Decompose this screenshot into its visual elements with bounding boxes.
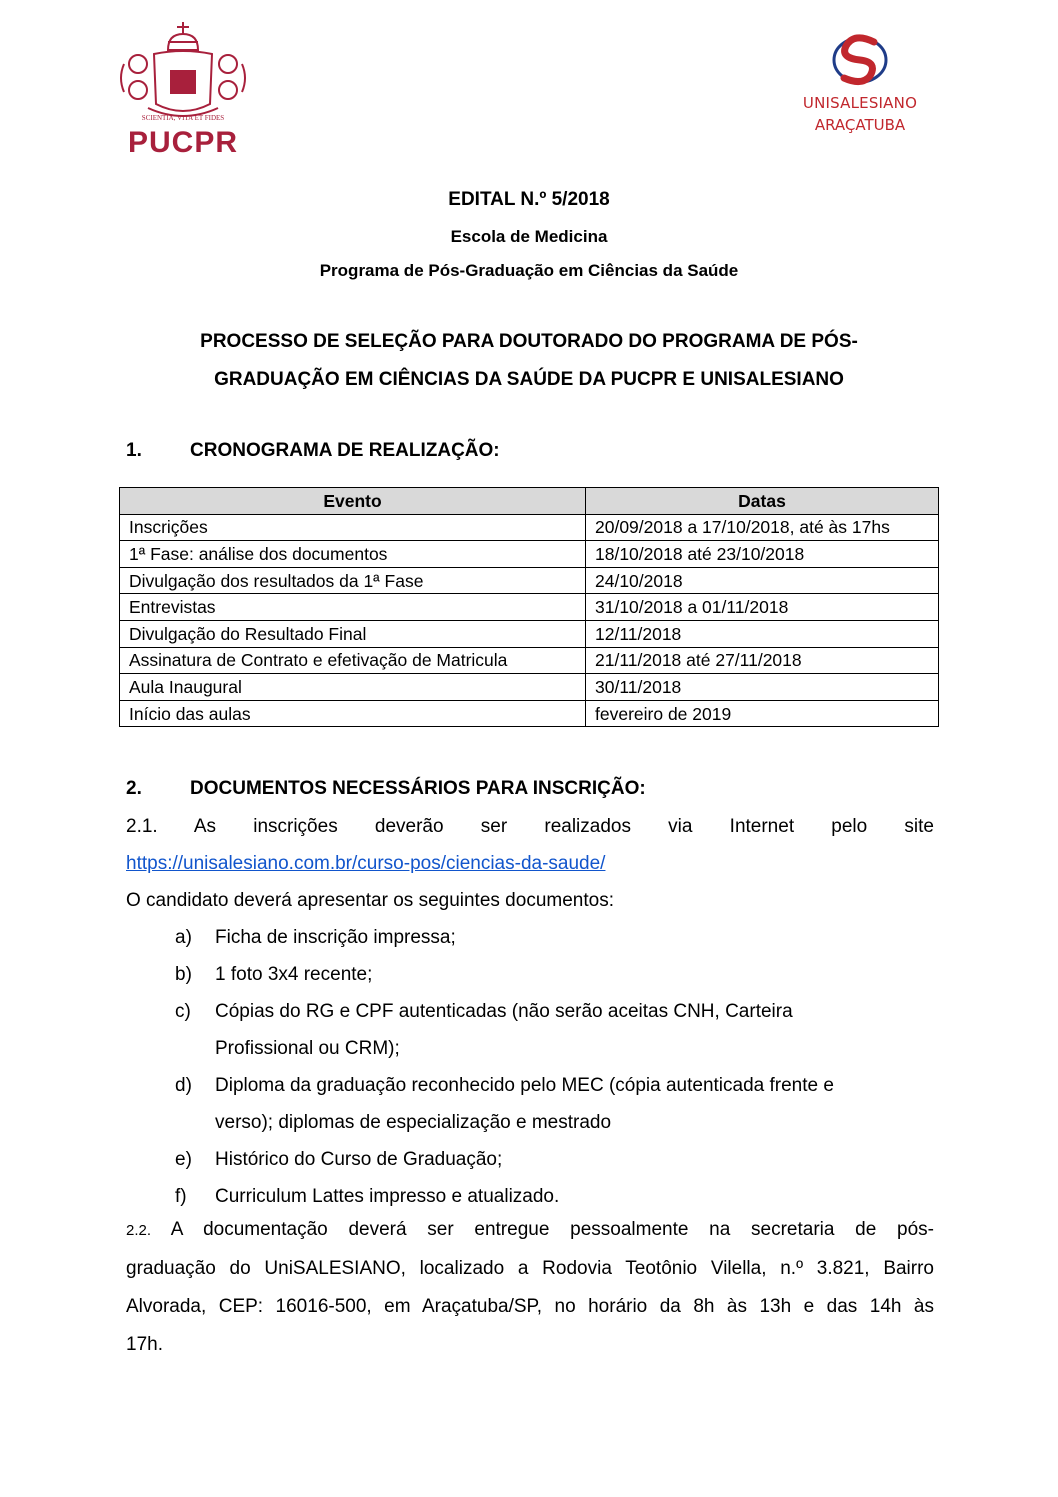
paragraph-line: Alvorada, CEP: 16016-500, em Araçatuba/SP, no horário da 8h às 13h e das 14h às xyxy=(126,1296,934,1317)
table-header-row xyxy=(120,488,939,515)
documentos-list xyxy=(175,919,935,1215)
datas-cell: 30/11/2018 xyxy=(586,674,939,701)
list-item-label: f) xyxy=(175,1186,187,1207)
list-item xyxy=(175,1067,935,1141)
programa-subtitle: Programa de Pós-Graduação em Ciências da Saúde xyxy=(319,261,739,280)
evento-cell: Divulgação dos resultados da 1ª Fase xyxy=(120,567,586,594)
list-item xyxy=(175,1178,935,1215)
table-row xyxy=(120,647,939,674)
list-item xyxy=(175,1141,935,1178)
datas-cell: 12/11/2018 xyxy=(586,620,939,647)
section-1-heading xyxy=(126,440,500,462)
section-title: DOCUMENTOS NECESSÁRIOS PARA INSCRIÇÃO: xyxy=(190,778,646,799)
column-header-datas: Datas xyxy=(586,488,939,515)
table-row xyxy=(120,594,939,621)
evento-cell: 1ª Fase: análise dos documentos xyxy=(120,541,586,568)
cronograma-table xyxy=(119,487,939,727)
datas-cell: 18/10/2018 até 23/10/2018 xyxy=(586,541,939,568)
unisalesiano-city: ARAÇATUBA xyxy=(814,116,906,134)
list-item-text: Cópias do RG e CPF autenticadas (não serão aceitas CNH, Carteira xyxy=(215,1001,793,1022)
list-item-text-cont: Profissional ou CRM); xyxy=(215,1038,400,1059)
evento-cell: Aula Inaugural xyxy=(120,674,586,701)
paragraph-line: 17h. xyxy=(126,1334,163,1355)
pucpr-motto: SCIENTIA, VITA ET FIDES xyxy=(141,114,225,122)
evento-cell: Inscrições xyxy=(120,514,586,541)
evento-cell: Início das aulas xyxy=(120,700,586,727)
paragraph-number: 2.2. xyxy=(126,1222,152,1239)
list-item-label: c) xyxy=(175,1001,191,1022)
datas-cell: 21/11/2018 até 27/11/2018 xyxy=(586,647,939,674)
paragraph-line: graduação do UniSALESIANO, localizado a Rodovia Teotônio Vilella, n.º 3.821, Bairro xyxy=(126,1258,934,1279)
processo-heading-line2: GRADUAÇÃO EM CIÊNCIAS DA SAÚDE DA PUCPR E UNISALESIANO xyxy=(214,369,844,390)
table-row xyxy=(120,541,939,568)
datas-cell: 24/10/2018 xyxy=(586,567,939,594)
table-row xyxy=(120,620,939,647)
list-item-label: d) xyxy=(175,1075,192,1096)
inscricao-link[interactable]: https://unisalesiano.com.br/curso-pos/ciencias-da-saude/ xyxy=(126,853,606,874)
list-item xyxy=(175,919,935,956)
list-item-text: Histórico do Curso de Graduação; xyxy=(215,1149,503,1170)
evento-cell: Entrevistas xyxy=(120,594,586,621)
list-item-text: 1 foto 3x4 recente; xyxy=(215,964,373,985)
table-row xyxy=(120,674,939,701)
list-item-text: Ficha de inscrição impressa; xyxy=(215,927,456,948)
list-item-label: e) xyxy=(175,1149,192,1170)
processo-heading-line1: PROCESSO DE SELEÇÃO PARA DOUTORADO DO PROGRAMA DE PÓS- xyxy=(200,331,858,352)
unisalesiano-s-icon xyxy=(790,28,930,90)
paragraph-2-1: 2.1. As inscrições deverão ser realizados via Internet pelo site xyxy=(126,816,934,837)
section-number: 1. xyxy=(126,440,142,461)
list-item-label: b) xyxy=(175,964,192,985)
datas-cell: 20/09/2018 a 17/10/2018, até às 17hs xyxy=(586,514,939,541)
pucpr-coat-of-arms-icon xyxy=(118,20,248,124)
pucpr-wordmark: PUCPR xyxy=(128,126,239,159)
section-number: 2. xyxy=(126,778,142,799)
unisalesiano-logo xyxy=(790,28,930,138)
unisalesiano-wordmark: UNISALESIANO xyxy=(802,94,918,112)
paragraph-2-2 xyxy=(126,1211,934,1364)
list-item-text: Curriculum Lattes impresso e atualizado. xyxy=(215,1186,560,1207)
escola-subtitle: Escola de Medicina xyxy=(450,227,608,246)
list-item-text: Diploma da graduação reconhecido pelo MEC (cópia autenticada frente e xyxy=(215,1075,834,1096)
datas-cell: 31/10/2018 a 01/11/2018 xyxy=(586,594,939,621)
list-item xyxy=(175,956,935,993)
datas-cell: fevereiro de 2019 xyxy=(586,700,939,727)
table-row xyxy=(120,567,939,594)
table-row xyxy=(120,700,939,727)
list-item-label: a) xyxy=(175,927,192,948)
evento-cell: Divulgação do Resultado Final xyxy=(120,620,586,647)
list-item xyxy=(175,993,935,1067)
section-2-heading xyxy=(126,778,646,800)
table-row xyxy=(120,514,939,541)
list-item-text-cont: verso); diplomas de especialização e mestrado xyxy=(215,1112,612,1133)
edital-title: EDITAL N.º 5/2018 xyxy=(448,189,610,210)
evento-cell: Assinatura de Contrato e efetivação de Matricula xyxy=(120,647,586,674)
paragraph-line: A documentação deverá ser entregue pessoalmente na secretaria de pós- xyxy=(170,1219,934,1240)
pucpr-logo xyxy=(118,20,248,160)
candidato-paragraph: O candidato deverá apresentar os seguintes documentos: xyxy=(126,890,614,911)
section-title: CRONOGRAMA DE REALIZAÇÃO: xyxy=(190,440,500,461)
column-header-evento: Evento xyxy=(120,488,586,515)
